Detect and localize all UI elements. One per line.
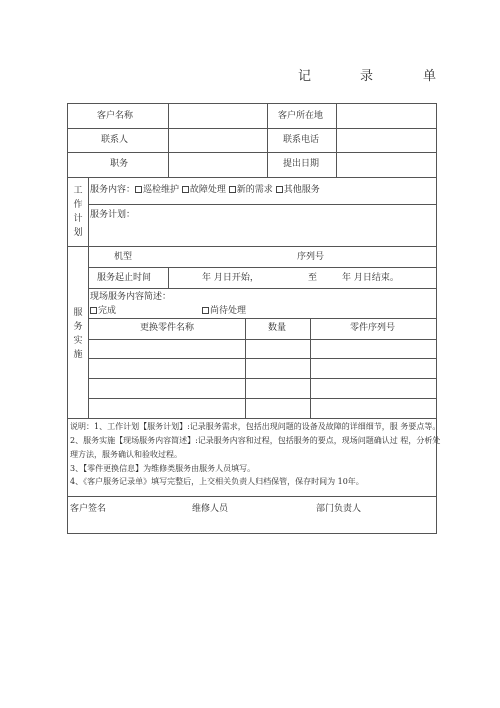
status-done-option: [90, 307, 116, 316]
option-label-new-demand: 新的需求: [236, 185, 273, 195]
service-period-start: 年 月日开始，: [202, 273, 259, 283]
document-title-char-1: 记: [298, 69, 312, 84]
service-content-row: [90, 186, 320, 195]
option-checkbox-fault[interactable]: [182, 186, 189, 193]
service-impl-char-1: 服: [73, 308, 83, 318]
dept-head-label: 部门负责人: [316, 504, 362, 514]
customer-location-label: 客户所在地: [278, 111, 324, 121]
option-checkbox-other[interactable]: [276, 186, 283, 193]
work-plan-char-2: 作: [73, 200, 83, 210]
work-plan-char-3: 计: [73, 214, 83, 224]
service-impl-char-2: 务: [73, 322, 83, 332]
work-plan-char-1: 工: [73, 186, 83, 196]
summary-label: 现场服务内容简述：: [90, 292, 172, 302]
customer-signature-label: 客户签名: [70, 504, 107, 514]
option-checkbox-new-demand[interactable]: [229, 186, 236, 193]
contact-person-label: 联系人: [101, 135, 129, 145]
serial-label: 序列号: [297, 252, 325, 262]
repair-staff-label: 维修人员: [192, 504, 229, 514]
service-impl-char-3: 实: [73, 336, 83, 346]
customer-name-label: 客户名称: [97, 111, 134, 121]
option-label-other: 其他服务: [283, 185, 320, 195]
submit-date-label: 提出日期: [283, 159, 320, 169]
parts-header-serial: 零件序列号: [350, 323, 396, 333]
service-period-to: 至: [308, 273, 318, 283]
parts-header-name: 更换零件名称: [140, 323, 195, 333]
service-impl-char-4: 施: [73, 350, 83, 360]
status-pending-label: 尚待处理: [210, 306, 247, 316]
service-plan-label: 服务计划：: [90, 210, 136, 220]
service-content-label: 服务内容：: [90, 185, 136, 195]
option-checkbox-inspection[interactable]: [135, 186, 142, 193]
position-label: 职务: [110, 159, 129, 169]
work-plan-char-4: 划: [73, 228, 83, 238]
status-pending-option: [202, 307, 246, 316]
model-label: 机型: [114, 252, 133, 262]
status-pending-checkbox[interactable]: [202, 307, 209, 314]
service-period-end: 年 月日结束。: [342, 273, 399, 283]
service-period-label: 服务起止时间: [97, 273, 152, 283]
note-line-2: 2、服务实施【现场服务内容简述】:记录服务内容和过程，包括服务的要点，现场问题确认过 程，分析处: [70, 436, 441, 445]
contact-phone-label: 联系电话: [283, 135, 320, 145]
note-line-3: 理方法，服务确认和验收过程。: [70, 450, 182, 459]
parts-header-qty: 数量: [268, 323, 287, 333]
status-done-label: 完成: [98, 306, 117, 316]
document-title-char-2: 录: [360, 69, 374, 84]
option-label-inspection: 巡检维护: [143, 185, 180, 195]
status-done-checkbox[interactable]: [90, 307, 97, 314]
document-title-char-3: 单: [423, 69, 437, 84]
option-label-fault: 故障处理: [189, 185, 226, 195]
note-line-5: 4、《客户服务记录单》填写完整后，上交相关负责人归档保管，保存时间为 10年。: [70, 477, 364, 486]
note-line-4: 3、【零件更换信息】为维修类服务由服务人员填写。: [70, 464, 256, 473]
note-line-1: 说明：1、工作计划【服务计划】:记录服务需求，包括出现问题的设备及故障的详细细节，服 务要点等。: [70, 422, 441, 431]
